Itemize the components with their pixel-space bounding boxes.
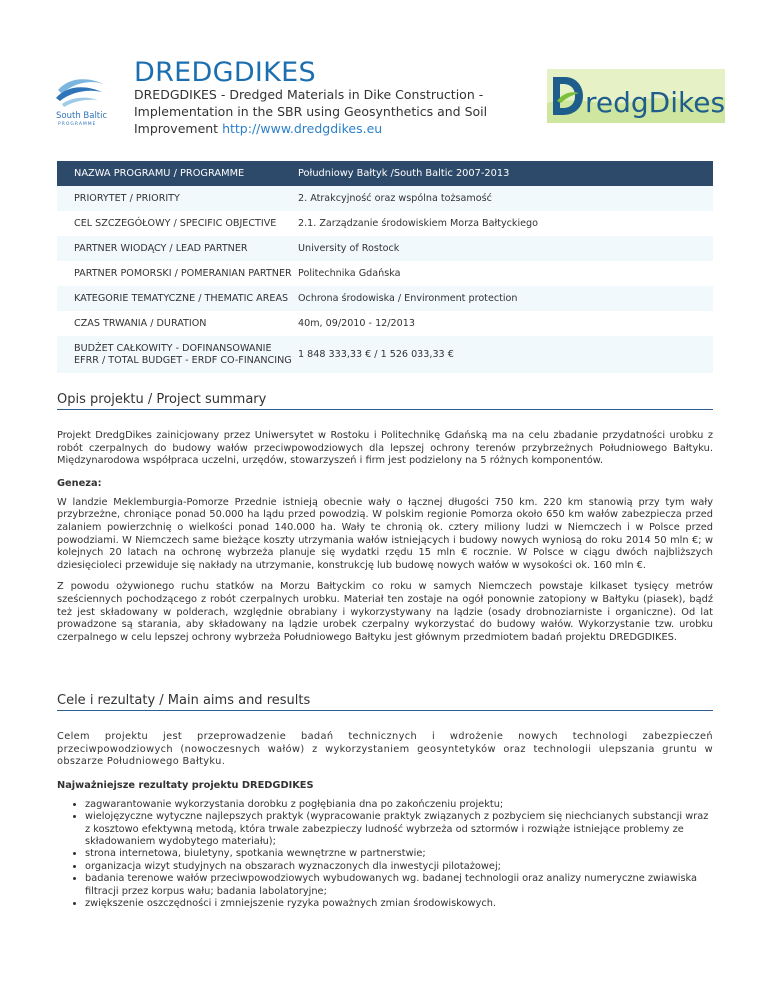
page-title: DREDGDIKES xyxy=(134,57,316,88)
aims-section xyxy=(57,693,713,910)
info-value: 40m, 09/2010 - 12/2013 xyxy=(298,318,415,329)
subtitle-text: DREDGDIKES - Dredged Materials in Dike Construction - Implementation in the SBR using Geosynthetics and Soil Improvement xyxy=(134,87,488,136)
list-item: • zwiększenie oszczędności i zmniejszenie ryzyka poważnych zmian środowiskowych. xyxy=(85,898,713,910)
list-item: • organizacja wizyt studyjnych na obszarach wyznaczonych dla inwestycji pilotażowej; xyxy=(85,861,713,873)
section-heading: Opis projektu / Project summary xyxy=(57,392,713,410)
results-list xyxy=(57,799,713,911)
info-value: Południowy Bałtyk /South Baltic 2007-2013 xyxy=(292,161,713,186)
results-label: Najważniejsze rezultaty projektu DREDGDIKES xyxy=(57,779,314,791)
info-value: Politechnika Gdańska xyxy=(298,268,401,279)
page-subtitle xyxy=(134,86,504,137)
summary-intro: Projekt DredgDikes zainicjowany przez Uniwersytet w Rostoku i Politechnikę Gdańską ma na celu zbadanie przydatności urobku z robót czerpalnych do budowy wałów przeciwpowodziowych dla lepszej ochrony terenów przybrzeżnych Południowego Bałtyku. Międzynarodowa współpraca uczelni, urzędów, stowarzyszeń i firm jest podzielony na 5 różnych komponentów. xyxy=(57,430,713,467)
info-label: CZAS TRWANIA / DURATION xyxy=(74,318,207,329)
info-label: CEL SZCZEGÓŁOWY / SPECIFIC OBJECTIVE xyxy=(74,218,277,229)
info-label: BUDŻET CAŁKOWITY - DOFINANSOWANIE EFRR / TOTAL BUDGET - ERDF CO-FINANCING xyxy=(57,336,292,373)
info-row-priority xyxy=(57,186,713,211)
list-item: • strona internetowa, biuletyny, spotkania wewnętrzne w partnerstwie; xyxy=(85,848,713,860)
list-item: • badania terenowe wałów przeciwpowodziowych wybudowanych wg. badanej technologii oraz analizy numeryczne zwiawiska filtracji przez korpus wału; badania labolatoryjne; xyxy=(85,873,713,898)
list-item: • zagwarantowanie wykorzystania dorobku z pogłębiania dna po zakończeniu projektu; xyxy=(85,799,713,811)
info-value: 2.1. Zarządzanie środowiskiem Morza Bałtyckiego xyxy=(298,218,538,229)
info-value: 2. Atrakcyjność oraz wspólna tożsamość xyxy=(292,186,713,211)
svg-text:PROGRAMME: PROGRAMME xyxy=(58,122,97,126)
info-row-thematic-areas xyxy=(57,286,713,311)
info-value: Ochrona środowiska / Environment protection xyxy=(292,286,713,311)
dredgdikes-logo xyxy=(547,69,725,123)
project-info-table xyxy=(57,161,713,373)
project-summary-section xyxy=(57,392,713,644)
genesis-paragraph: Z powodu ożywionego ruchu statków na Morzu Bałtyckim co roku w samych Niemczech powstaje kilkaset tysięcy metrów sześciennych pochodzącego z robót czerpalnych urobku. Materiał ten zostaje na ogół ponownie zatopiony w Bałtyku (piasek), bądź też jest składowany w polderach, względnie obrabiany i wykorzystywany na lądzie (osady drobnoziarniste i organiczne). Od lat prowadzone są starania, aby składowany na lądzie urobek czerpalny wykorzystać do budowy wałów. Wykorzystanie tzw. urobku czerpalnego w celu lepszej ochrony wybrzeża Południowego Bałtyku jest głównym przedmiotem badań projektu DREDGDIKES. xyxy=(57,581,713,643)
section-heading: Cele i rezultaty / Main aims and results xyxy=(57,693,713,711)
info-row-programme xyxy=(57,161,713,186)
info-row-duration xyxy=(57,311,713,336)
south-baltic-logo xyxy=(52,70,116,126)
info-label: PARTNER WIODĄCY / LEAD PARTNER xyxy=(57,236,292,261)
info-row-objective xyxy=(57,211,713,236)
south-baltic-logo-text: South Baltic xyxy=(56,111,108,121)
info-value: University of Rostock xyxy=(292,236,713,261)
info-row-lead-partner xyxy=(57,236,713,261)
svg-text:redgDikes: redgDikes xyxy=(585,86,725,119)
info-row-budget xyxy=(57,336,713,373)
list-item: • wielojęzyczne wytyczne najlepszych praktyk (wypracowanie praktyk związanych z pozbyciem się niechcianych substancji wraz z kosztowo efektywną metodą, która trwale zabezpieczy ludność wybrzeża od sztormów i rozwiąże istniejące problemy ze składowaniem wydobytego materiału); xyxy=(85,811,713,848)
aims-intro: Celem projektu jest przeprowadzenie badań technicznych i wdrożenie nowych technologi zabezpieczeń przeciwpowodziowych (nowoczesnych wałów) z wykorzystaniem geosyntetyków oraz technologii ulepszania gruntu w obszarze Południowego Bałtyku. xyxy=(57,731,713,768)
info-label: PARTNER POMORSKI / POMERANIAN PARTNER xyxy=(74,268,292,279)
genesis-paragraph: W landzie Meklemburgia-Pomorze Przednie istnieją obecnie wały o łącznej długości 750 km. 220 km stanowią przy tym wały przybrzeżne, chroniące ponad 50.000 ha lądu przed powodzią. W polskim regionie Pomorza około 650 km wałów zabezpiecza przed zalaniem powierzchnię o wielkości ponad 140.000 ha. Wały te chronią ok. cztery miliony ludzi w Niemczech i w Polsce przed powodziami. W Niemczech same bieżące koszty utrzymania wałów istniejących i budowy nowych wyniosą do roku 2014 50 mln €; w kolejnych 20 latach na ochronę wybrzeża planuje się wydatki rzędu 15 mln € rocznie. W Polsce w ciągu dwóch najbliższych dziesięcioleci przewiduje się nakłady na utrzymanie, konstrukcję lub budowę nowych wałów w wysokości ok. 160 mln €. xyxy=(57,496,713,571)
info-label: PRIORYTET / PRIORITY xyxy=(57,186,292,211)
info-label: NAZWA PROGRAMU / PROGRAMME xyxy=(57,161,292,186)
info-row-pomeranian-partner xyxy=(57,261,713,286)
info-value: 1 848 333,33 € / 1 526 033,33 € xyxy=(292,336,713,373)
project-website-link[interactable]: http://www.dredgdikes.eu xyxy=(222,121,383,136)
genesis-label: Geneza: xyxy=(57,477,102,489)
info-label: KATEGORIE TEMATYCZNE / THEMATIC AREAS xyxy=(57,286,292,311)
